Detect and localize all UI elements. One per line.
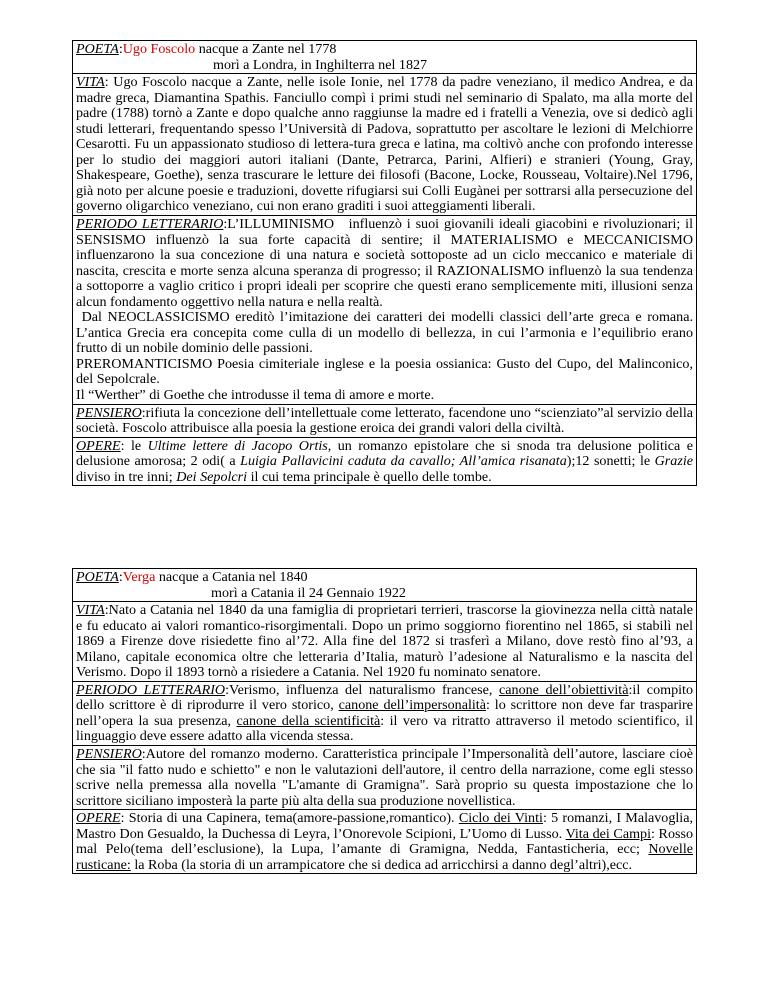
foscolo-poeta-row: POETA:Ugo Foscolo nacque a Zante nel 1778 morì a Londra, in Inghilterra nel 1827 [73, 41, 696, 74]
grazie-title: Grazie [654, 453, 693, 470]
canone-impersonalita: canone dell’impersonalità [338, 697, 486, 714]
foscolo-opere-row [73, 438, 696, 487]
canone-scientificita: canone della scientificità [236, 712, 381, 729]
pensiero-text: :Autore del romanzo moderno. Caratteristica principale l’Impersonalità dell’autore, lasciare cioè che sia "il fatto nudo e schietto" e non le valutazioni dell'autore, il centro della narrazione, come egli stesso scrive nella premessa alla novella "L'amante di Gramigna". Sarà proprio su questa impostazione che lo scrittore siciliano imposterà la parte più alta della sua produzione novellistica. [76, 746, 693, 809]
neoclassicismo-text: Dal NEOCLASSICISMO ereditò l’imitazione dei caratteri dei modelli classici dell’arte greca e romana. L’antica Grecia era concepita come culla di un modello di bellezza, in cui l’armonia e l’equilibrio erano frutto di un nobile dominio delle passioni. [76, 309, 697, 357]
opere-label: OPERE [76, 437, 121, 454]
verga-pensiero-row [73, 746, 696, 810]
opere-label: OPERE [76, 810, 121, 827]
death-text: morì a Catania il 24 Gennaio 1922 [211, 584, 406, 601]
pensiero-label: PENSIERO [76, 746, 142, 763]
opere-text: );12 sonetti; le [566, 453, 655, 470]
death-text: morì a Londra, in Inghilterra nel 1827 [213, 56, 428, 73]
odi-titles: Luigia Pallavicini caduta da cavallo; All’amica risanata [240, 453, 567, 470]
verga-poeta-row: POETA:Verga nacque a Catania nel 1840 morì a Catania il 24 Gennaio 1922 [73, 569, 696, 602]
vita-label: VITA [76, 602, 105, 619]
verga-vita-row [73, 602, 696, 682]
foscolo-periodo-row [73, 216, 696, 405]
preromanticismo-text: PREROMANTICISMO Poesia cimiteriale inglese e la poesia ossianica: Gusto del Cupo, del Malinconico, del Sepolcrale. [76, 355, 693, 388]
ortis-title: Ultime lettere di Jacopo Ortis [147, 437, 328, 454]
foscolo-table [72, 40, 697, 486]
opere-text: : Storia di una Capinera, tema(amore-passione,romantico). [120, 810, 459, 827]
verga-opere-row [73, 810, 696, 874]
periodo-text: : lo scrittore non deve far trasparire nell’opera la sua presenza, [76, 697, 697, 729]
poet-name: Verga [122, 569, 156, 585]
canone-obiettivita: canone dell’obiettività [499, 681, 629, 698]
verga-table [72, 568, 697, 874]
pensiero-text: :rifiuta la concezione dell’intellettuale come letterato, facendone uno “scienziato”al servizio della società. Foscolo attribuisce alla poesia la gestione eroica dei grandi valori della civiltà. [76, 404, 693, 437]
opere-text: : le [120, 437, 148, 454]
poet-name: Ugo Foscolo [122, 41, 196, 57]
periodo-label: PERIODO LETTERARIO [76, 216, 224, 233]
vita-dei-campi: Vita dei Campi [565, 825, 652, 842]
opere-text: : Rosso mal Pelo(tema dell’esclusione), la Lupa, l’amante di Gramigna, Nedda, Fantasticheria, ecc; [76, 825, 697, 858]
sepolcri-title: Dei Sepolcri [176, 468, 248, 485]
opere-text: il cui tema principale è quello delle tombe. [247, 468, 492, 485]
birth-text: nacque a Zante nel 1778 [195, 41, 337, 57]
periodo-text: :il compito dello scrittore è di riprodurre il vero storico, [76, 681, 697, 714]
pensiero-label: PENSIERO [76, 404, 142, 421]
periodo-text: :Verismo, influenza del naturalismo francese, [225, 681, 500, 698]
poeta-label: POETA [76, 41, 119, 57]
opere-text: diviso in tre inni; [76, 453, 697, 485]
periodo-label: PERIODO LETTERARIO [76, 681, 226, 698]
opere-text: : 5 romanzi, I Malavoglia, Mastro Don Gesualdo, la Duchessa di Leyra, l’Onorevole Scipioni, L’Uomo di Lusso. [76, 810, 697, 842]
birth-text: nacque a Catania nel 1840 [155, 569, 308, 585]
verga-periodo-row [73, 682, 696, 746]
foscolo-pensiero-row [73, 405, 696, 438]
periodo-text: :L’ILLUMINISMO influenzò i suoi giovanili ideali giacobini e rivoluzionari; il SENSISMO influenzò la sua forte capacità di sentire; il MATERIALISMO e MECCANICISMO influenzarono la sua concezione di una natura e società sottoposte ad un ciclo meccanico e materiale di nascita, crescita e morte senza alcuna speranza di progresso; il RAZIONALISMO influenzò la sua tendenza a sottoporre a vaglio critico i propri ideali per scoprire che questi erano semplicemente miti, illusioni senza alcun fondamento oggettivo nella natura e nella realtà. [76, 216, 697, 310]
poeta-label: POETA [76, 569, 119, 585]
werther-text: Il “Werther” di Goethe che introdusse il tema di amore e morte. [76, 387, 435, 404]
foscolo-vita-row [73, 74, 696, 216]
novelle-rusticane: Novelle rusticane: [76, 841, 693, 873]
vita-label: VITA [76, 74, 105, 91]
vita-text: : Ugo Foscolo nacque a Zante, nelle isole Ionie, nel 1778 da padre veneziano, il medico Andrea, e da madre greca, Diamantina Spathis. Fanciullo compì i primi studi nel seminario di Spalato, ma alla morte del padre (1788) tornò a Zante e dopo qualche anno raggiunse la madre ed i fratelli a Venezia, ove si dedicò agli studi letterari, frequentando spesso l’Università di Padova, soprattutto per ascoltare le lezioni di Melchiorre Cesarotti. Fu un appassionato studioso di lettera-tura greca e latina, ma coltivò anche con profondo interesse per lo studio dei maggiori autori italiani (Dante, Petrarca, Parini, Alfieri) e stranieri (Young, Gray, Shakespeare, Goethe), senza trascurare le letture dei filosofi (Bacone, Locke, Rousseau, Voltaire).Nel 1796, già noto per alcune poesie e traduzioni, dovette rifugiarsi sui Colli Eugànei per sottrarsi alla persecuzione del governo oligarchico veneziano, cui non erano graditi i suoi atteggiamenti liberali. [76, 74, 693, 215]
vita-text: :Nato a Catania nel 1840 da una famiglia di proprietari terrieri, trascorse la giovinezza nella città natale e fu educato ai valori romantico-risorgimentali. Dopo un primo soggiorno fiorentino nel 1865, si stabilì nel 1869 a Firenze dove risiedette fino al’72. Alla fine del 1872 si trasferì a Milano, dove restò fino al’93, a Milano, capitale economica oltre che letteraria d’Italia, maturò l’adesione al Naturalismo e la nascita del Verismo. Dopo il 1893 tornò a risiedere a Catania. Nel 1920 fu nominato senatore. [76, 602, 693, 681]
opere-text: , un romanzo epistolare che si snoda tra delusione politica e delusione amorosa; 2 odi( a [76, 437, 697, 470]
opere-text: la Roba (la storia di un arrampicatore che si dedica ad arricchirsi a danno degl’altri),ecc. [130, 856, 633, 873]
periodo-text: : il vero va ritratto attraverso il metodo scientifico, il linguaggio deve essere adatto alla vicenda stessa. [76, 712, 693, 745]
ciclo-vinti: Ciclo dei Vinti [458, 810, 543, 827]
